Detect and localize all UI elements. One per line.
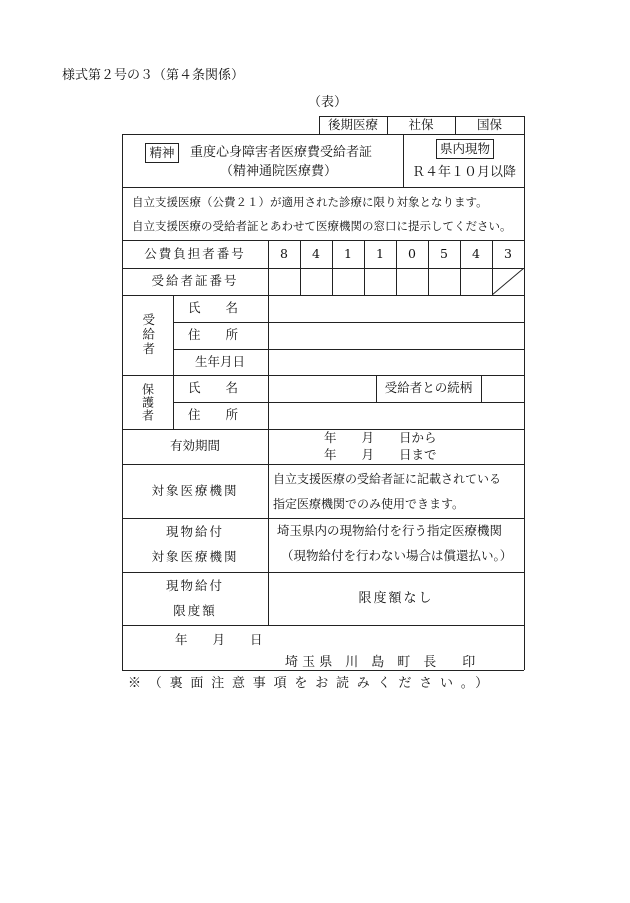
effective-date: Ｒ４年１０月以降 <box>412 165 517 180</box>
payer-digit: 4 <box>472 245 480 261</box>
payer-digit: 5 <box>440 245 448 261</box>
category-badge: 精神 <box>145 143 179 163</box>
target-institution-line-2: 指定医療機関でのみ使用できます。 <box>273 497 465 511</box>
in-kind-limit-value: 限度額なし <box>358 591 434 606</box>
in-kind-badge: 県内現物 <box>436 139 494 159</box>
payer-digit: 1 <box>376 245 384 261</box>
in-kind-institution-label-1: 現物給付 <box>165 523 224 539</box>
in-kind-limit-label-1: 現物給付 <box>165 577 224 593</box>
recipient-name-label: 氏 名 <box>188 300 239 315</box>
recipient-address-label: 住 所 <box>188 327 239 342</box>
insurance-type-shaho: 社保 <box>408 116 434 132</box>
recipient-birthdate-label: 生年月日 <box>195 354 246 369</box>
recipient-number-label: 受給者証番号 <box>151 273 239 289</box>
footer-note: ※（裏面注意事項をお読みください。） <box>128 676 496 691</box>
guardian-relation-label: 受給者との続柄 <box>384 380 473 396</box>
issuer: 埼 玉 県 川 島 町 長 印 <box>285 655 476 670</box>
in-kind-institution-label-2: 対象医療機関 <box>151 548 239 564</box>
validity-label: 有効期間 <box>169 438 220 454</box>
notice-line-2: 自立支援医療の受給者証とあわせて医療機関の窓口に提示してください。 <box>132 219 512 233</box>
payer-digit: 1 <box>344 245 352 261</box>
in-kind-institution-line-2: （現物給付を行わない場合は償還払い。） <box>281 548 513 563</box>
guardian-section-label: 保護者 <box>140 382 155 422</box>
side-label: （表） <box>308 95 348 110</box>
diagonal-slash <box>492 268 524 295</box>
in-kind-institution-line-1: 埼玉県内の現物給付を行う指定医療機関 <box>277 523 503 538</box>
guardian-address-label: 住 所 <box>188 407 239 422</box>
target-institution-label: 対象医療機関 <box>151 482 239 498</box>
recipient-section-label: 受給者 <box>140 313 156 357</box>
payer-number-label: 公費負担者番号 <box>144 245 246 261</box>
payer-digit: 4 <box>312 245 320 261</box>
notice-line-1: 自立支援医療（公費２１）が適用された診療に限り対象となります。 <box>132 195 488 209</box>
in-kind-limit-label-2: 限度額 <box>173 602 217 618</box>
validity-to: 年 月 日まで <box>324 447 437 462</box>
issue-date: 年 月 日 <box>175 632 263 647</box>
validity-from: 年 月 日から <box>324 430 437 445</box>
target-institution-line-1: 自立支援医療の受給者証に記載されている <box>273 472 502 486</box>
insurance-type-kouki: 後期医療 <box>327 116 378 132</box>
certificate-title: 重度心身障害者医療費受給者証 <box>190 145 373 160</box>
payer-digit: 0 <box>408 245 416 261</box>
form-number: 様式第２号の３（第４条関係） <box>62 68 245 83</box>
payer-digit: 3 <box>504 245 512 261</box>
insurance-type-kokuho: 国保 <box>476 116 502 132</box>
certificate-subtitle: （精神通院医療費） <box>220 164 338 179</box>
payer-digit: 8 <box>280 245 288 261</box>
guardian-name-label: 氏 名 <box>188 380 239 395</box>
